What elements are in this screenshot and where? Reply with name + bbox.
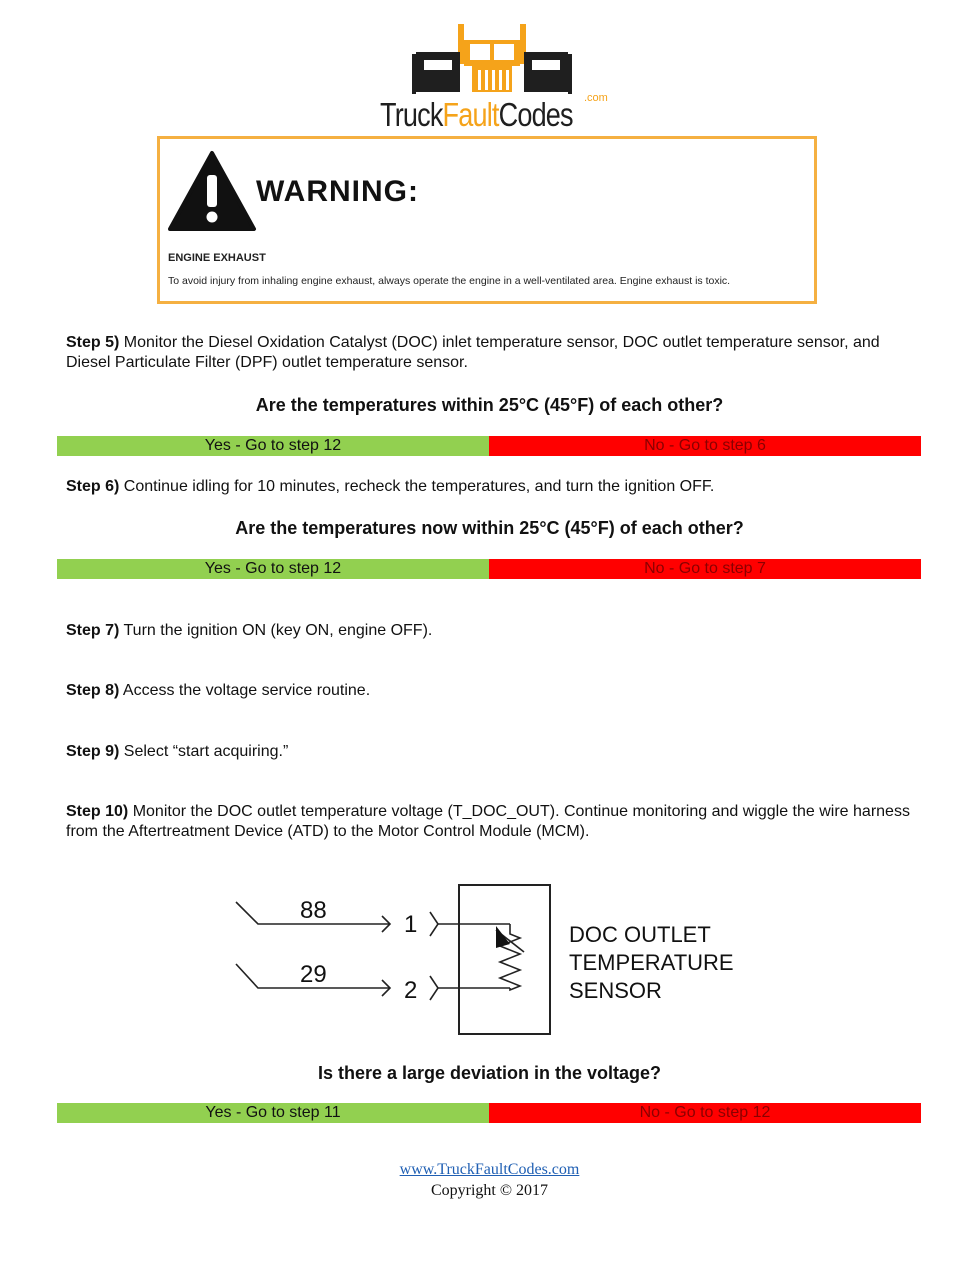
warning-box — [157, 136, 817, 304]
step-label: Step 7) — [66, 622, 120, 639]
step-10 — [66, 802, 916, 842]
yes-option: Yes - Go to step 12 — [57, 559, 489, 579]
sensor-label-line3: SENSOR — [569, 978, 662, 1003]
step-6 — [66, 477, 916, 497]
step-text: Access the voltage service routine. — [119, 682, 371, 699]
thermistor-arrow-icon — [496, 926, 510, 948]
warning-triangle-icon — [166, 149, 258, 233]
step-9 — [66, 742, 916, 762]
step-text: Monitor the DOC outlet temperature voltage (T_DOC_OUT). Continue monitoring and wiggle the wire harness from the Aftertreatment Device (ATD) to the Motor Control Module (MCM). — [66, 803, 910, 840]
truckfaultcodes-logo — [372, 18, 612, 133]
wire-88-label: 88 — [300, 897, 327, 924]
warning-text: To avoid injury from inhaling engine exhaust, always operate the engine in a well-ventilated area. Engine exhaust is toxic. — [168, 275, 731, 287]
step-label: Step 9) — [66, 743, 120, 760]
pin-2-label: 2 — [404, 977, 418, 1004]
question-2: Are the temperatures now within 25°C (45°F) of each other? — [235, 518, 744, 538]
sensor-wiring-diagram — [230, 880, 750, 1040]
step-text: Monitor the Diesel Oxidation Catalyst (DOC) inlet temperature sensor, DOC outlet temperature sensor, and Diesel Particulate Filter (DPF) outlet temperature sensor. — [66, 334, 880, 371]
logo-wordmark: TruckFaultCodes — [380, 96, 573, 133]
step-7 — [66, 621, 916, 641]
pin-1-label: 1 — [404, 911, 418, 938]
yes-option: Yes - Go to step 12 — [57, 436, 489, 456]
question-1: Are the temperatures within 25°C (45°F) of each other? — [255, 395, 724, 415]
warning-subtitle: ENGINE EXHAUST — [168, 252, 266, 264]
no-option: No - Go to step 7 — [489, 559, 921, 579]
step-label: Step 8) — [66, 682, 120, 699]
answer-bar-3 — [57, 1103, 921, 1123]
footer-website-link[interactable]: www.TruckFaultCodes.com — [399, 1161, 580, 1178]
yes-option: Yes - Go to step 11 — [57, 1103, 489, 1123]
sensor-label-line2: TEMPERATURE — [569, 950, 734, 975]
question-3: Is there a large deviation in the voltage? — [317, 1063, 662, 1083]
logo-suffix: .com — [584, 92, 608, 104]
footer-copyright: Copyright © 2017 — [430, 1182, 549, 1199]
answer-bar-1 — [57, 436, 921, 456]
step-label: Step 10) — [66, 803, 129, 820]
sensor-label-line1: DOC OUTLET — [569, 922, 711, 947]
step-label: Step 5) — [66, 334, 120, 351]
step-text: Select “start acquiring.” — [119, 743, 289, 760]
step-5 — [66, 333, 916, 373]
truck-icon — [372, 18, 612, 98]
step-text: Continue idling for 10 minutes, recheck the temperatures, and turn the ignition OFF. — [119, 478, 715, 495]
no-option: No - Go to step 12 — [489, 1103, 921, 1123]
answer-bar-2 — [57, 559, 921, 579]
wire-29-label: 29 — [300, 961, 327, 988]
no-option: No - Go to step 6 — [489, 436, 921, 456]
step-8 — [66, 681, 916, 701]
step-text: Turn the ignition ON (key ON, engine OFF). — [119, 622, 433, 639]
step-label: Step 6) — [66, 478, 120, 495]
warning-title: WARNING: — [256, 175, 419, 208]
